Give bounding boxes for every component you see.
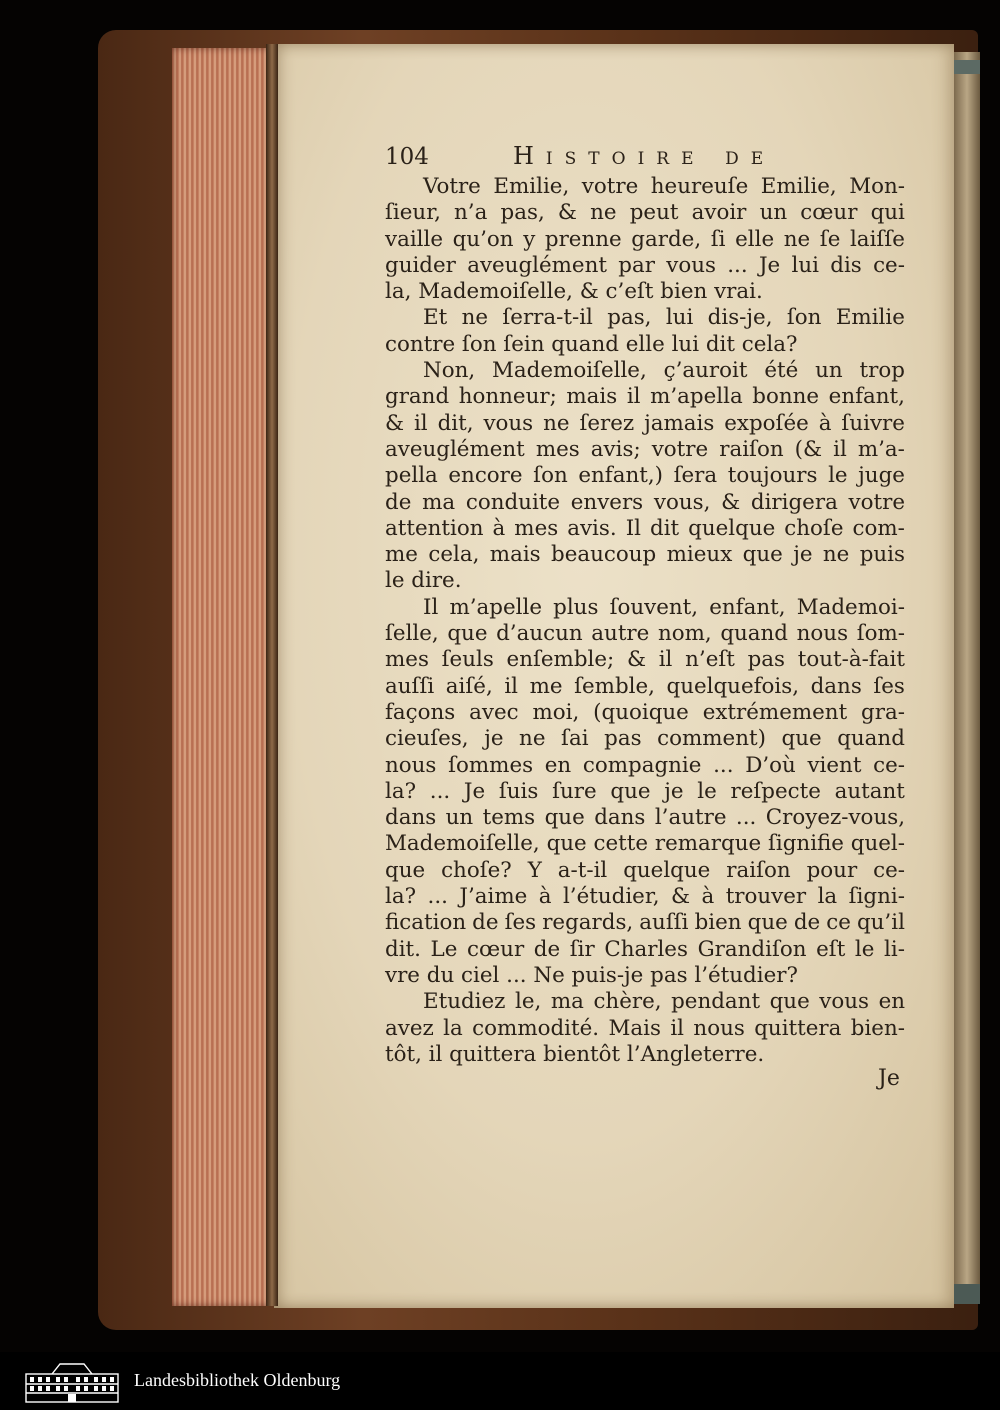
text-line: fication de ſes regards, auſſi bien que de ce qu’il [385,910,905,936]
text-line: Votre Emilie, votre heureuſe Emilie, Mon- [423,174,905,199]
page-number: 104 [385,144,429,170]
text-line: avez la commodité. Mais il nous quittera bien- [385,1015,905,1041]
running-head [385,142,905,174]
bookmark-ribbon [950,60,980,74]
text-line: nous ſommes en compagnie ... D’où vient ce- [385,752,905,778]
text-line: cieuſes, je ne ſai pas comment) que quand [385,726,905,752]
text-line: la? ... Je ſuis ſure que je le reſpecte autant [385,778,905,804]
text-line: la? ... J’aime à l’étudier, & à trouver la ſigni- [385,884,905,910]
text-line: mes ſeuls enſemble; & il n’eſt pas tout-à-fait [385,647,905,673]
text-line: Non, Mademoiſelle, ç’auroit été un trop [423,358,905,384]
text-line: grand honneur; mais il m’apella bonne enfant, [385,384,905,410]
text-line: de ma conduite envers vous, & dirigera votre [385,489,905,515]
text-line: ſelle, que d’aucun autre nom, quand nous ſom- [385,621,905,647]
footer-bar [0,1352,1000,1410]
running-title: Histoire de [513,142,776,170]
text-line: façons avec moi, (quoique extrémement gra- [385,699,905,725]
text-line: Il m’apelle plus ſouvent, enfant, Mademoi- [423,594,905,620]
text-line: & il dit, vous ne ſerez jamais expoſée à ſuivre [385,410,905,436]
text-line: la, Mademoiſelle, & c’eſt bien vrai. [385,279,763,305]
text-line: dans un tems que dans l’autre ... Croyez-vous, [385,805,905,831]
library-name: Landesbibliothek Oldenburg [134,1370,341,1390]
text-line: tôt, il quittera bientôt l’Angleterre. [385,1041,765,1067]
page-text [385,142,905,1068]
text-line: Et ne ſerra-t-il pas, lui dis-je, ſon Emilie [423,305,905,331]
text-line: vre du ciel ... Ne puis-je pas l’étudier? [385,962,798,988]
text-line: que choſe? Y a-t-il quelque raiſon pour ce- [385,857,905,883]
text-line: ſieur, n’a pas, & ne peut avoir un cœur qui [385,200,905,226]
text-line: guider aveuglément par vous ... Je lui dis ce- [385,252,905,278]
library-building-logo [22,1360,122,1404]
text-line: auſſi aiſé, il me ſemble, quelquefois, dans ſes [385,673,905,699]
text-line: Etudiez le, ma chère, pendant que vous en [423,989,905,1015]
gutter [266,44,278,1306]
body-text [385,174,905,1068]
text-line: me cela, mais beaucoup mieux que je ne puis [385,542,905,568]
facing-page-edge [954,52,980,1302]
text-line: attention à mes avis. Il dit quelque choſe com- [385,515,905,541]
text-line: Mademoiſelle, que cette remarque ſignifie quel- [385,831,905,857]
text-line: aveuglément mes avis; votre raiſon (& il m’a- [385,436,905,462]
text-line: contre ſon ſein quand elle lui dit cela? [385,331,798,357]
page-edges [172,48,272,1306]
catchword: Je [878,1066,900,1091]
text-line: pella encore ſon enfant,) ſera toujours le juge [385,463,905,489]
text-line: vaille qu’on y prenne garde, ſi elle ne ſe laiſſe [385,226,905,252]
bookmark-ribbon-bottom [952,1284,980,1304]
text-line: le dire. [385,568,462,594]
text-line: dit. Le cœur de ſir Charles Grandiſon eſt le li- [385,936,905,962]
